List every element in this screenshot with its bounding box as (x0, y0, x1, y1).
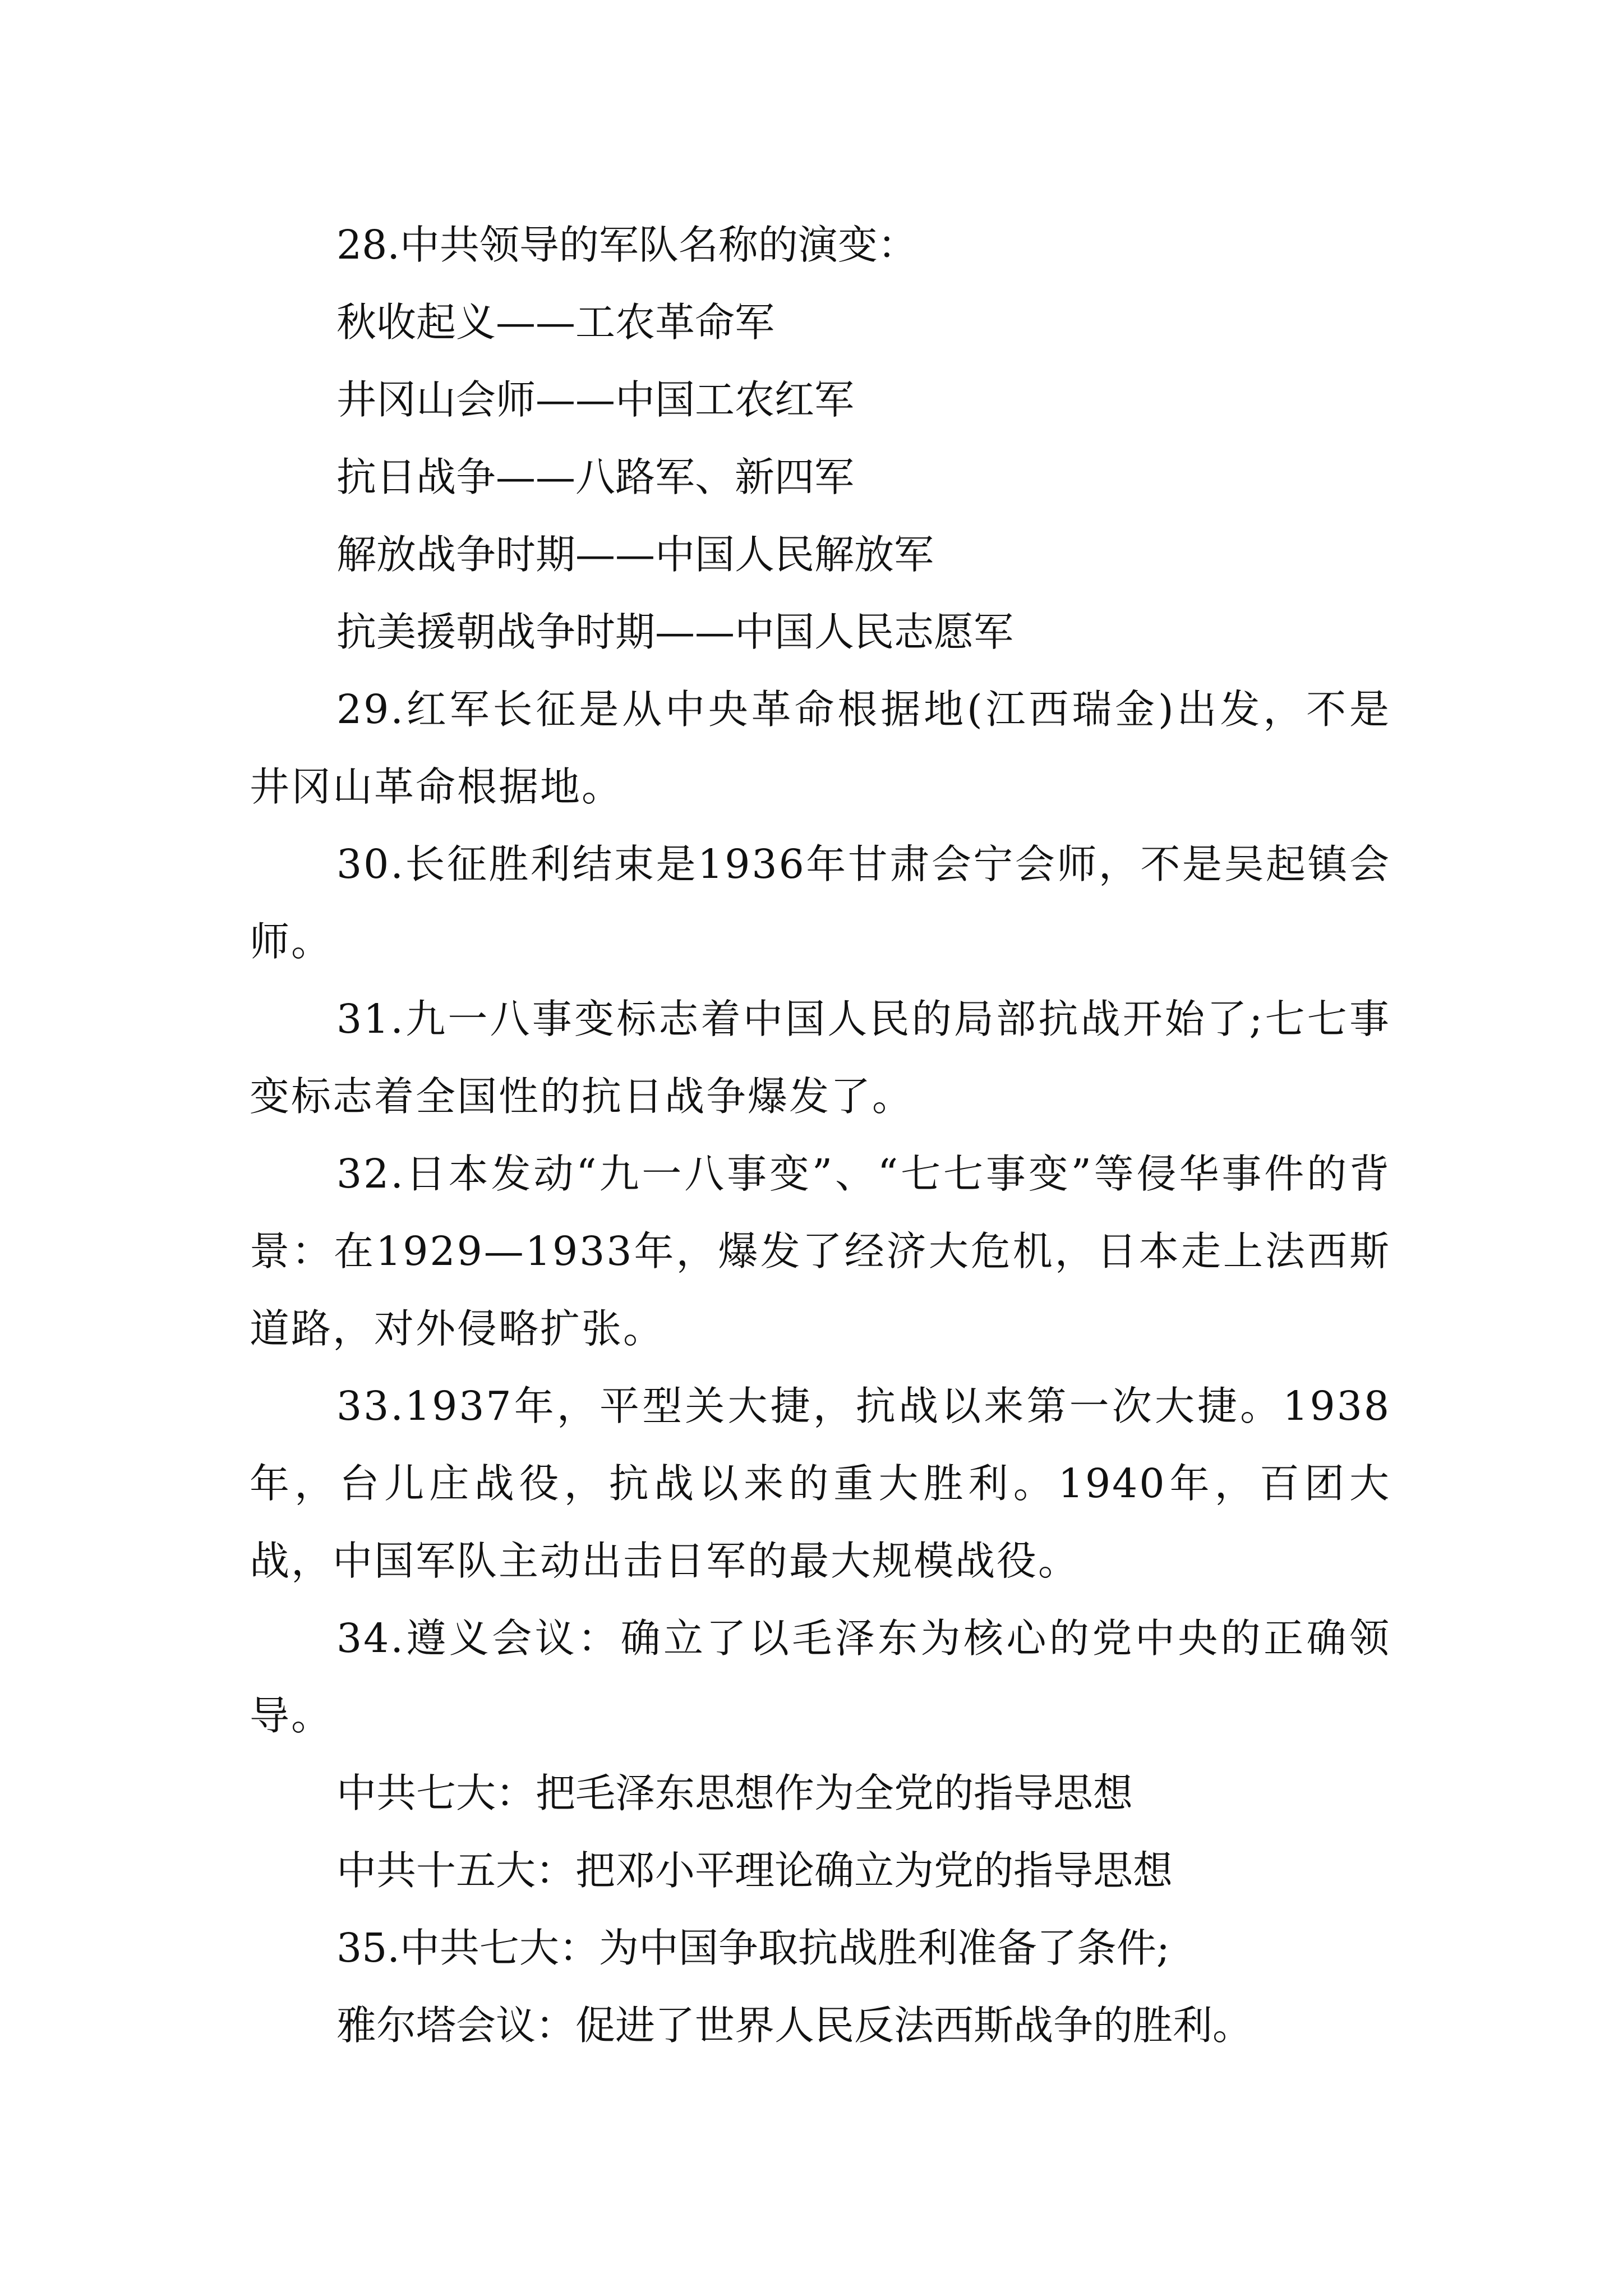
text-line: 28.中共领导的军队名称的演变： (336, 222, 917, 268)
paragraph-34: 34.遵义会议：确立了以毛泽东为核心的党中央的正确领导。 (250, 1615, 1391, 1739)
paragraph-32: 32.日本发动“九一八事变”、“七七事变”等侵华事件的背景：在1929—1933年，爆发了经济大危机，日本走上法西斯道路，对外侵略扩张。 (250, 1151, 1391, 1352)
paragraph-33: 33.1937年，平型关大捷，抗战以来第一次大捷。1938年，台儿庄战役，抗战以来的重大胜利。1940年，百团大战，中国军队主动出击日军的最大规模战役。 (250, 1383, 1391, 1584)
text-line: 秋收起义——工农革命军 (336, 299, 775, 346)
text-line: 井冈山会师——中国工农红军 (336, 376, 855, 423)
document-body (250, 206, 1391, 2064)
text-line: 35.中共七大：为中国争取抗战胜利准备了条件; (336, 1925, 1170, 1971)
text-line: 雅尔塔会议：促进了世界人民反法西斯战争的胜利。 (336, 2002, 1253, 2049)
text-line: 中共七大：把毛泽东思想作为全党的指导思想 (336, 1770, 1133, 1816)
paragraph-30: 30.长征胜利结束是1936年甘肃会宁会师，不是吴起镇会师。 (250, 841, 1391, 965)
paragraph-29: 29.红军长征是从中央革命根据地(江西瑞金)出发，不是井冈山革命根据地。 (250, 686, 1391, 810)
paragraph-31: 31.九一八事变标志着中国人民的局部抗战开始了;七七事变标志着全国性的抗日战争爆发了。 (250, 996, 1391, 1120)
text-line: 抗美援朝战争时期——中国人民志愿军 (336, 609, 1014, 655)
text-line: 解放战争时期——中国人民解放军 (336, 531, 934, 578)
text-line: 中共十五大：把邓小平理论确立为党的指导思想 (336, 1847, 1173, 1894)
text-line: 抗日战争——八路军、新四军 (336, 454, 855, 500)
